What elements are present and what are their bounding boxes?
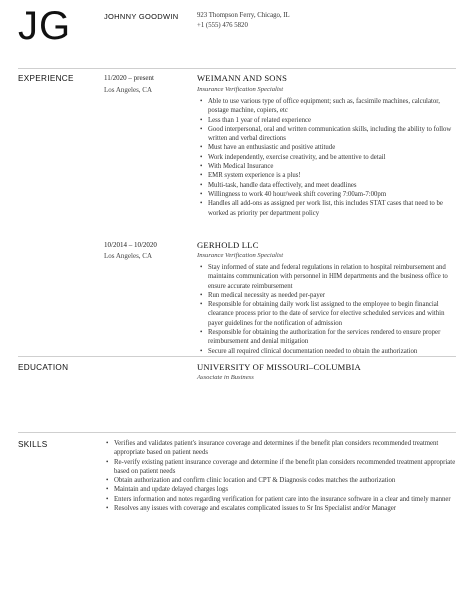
job-location: Los Angeles, CA [104,252,153,260]
bullet-item: • Enters information and notes regarding verification for patient care into the insurance software in a clear and timely manner [104,495,462,504]
bullet-item: • Multi-task, handle data effectively, and meet deadlines [198,181,460,190]
bullet-item: • Must have an enthusiastic and positive attitude [198,143,460,152]
bullet-item: • Able to use various type of office equipment; such as, facsimile machines, calculator, postage machine, copiers, etc [198,97,460,116]
section-title-education: EDUCATION [18,363,69,372]
bullet-item: • Stay informed of state and federal regulations in relation to hospital reimbursement and maintains communication with personnel in HIM departments and the business office to ensure accurate reimbursement [198,263,460,291]
job-dates: 10/2014 – 10/2020 [104,241,157,249]
job-bullets [198,97,460,218]
phone: +1 (555) 476 5820 [197,22,248,29]
bullet-item: • Good interpersonal, oral and written communication skills, including the ability to follow written and verbal directions [198,125,460,144]
job-bullets [198,263,460,356]
candidate-name: JOHNNY GOODWIN [104,12,179,21]
skills-bullets [104,439,462,513]
bullet-item: • Responsible for obtaining the authorization for the services rendered to ensure proper reimbursement and denial mitigation [198,328,460,347]
bullet-item: • Resolves any issues with coverage and escalates complicated issues to Sr Ins Specialist and/or Manager [104,504,462,513]
section-title-experience: EXPERIENCE [18,74,74,83]
degree: Associate in Business [197,374,254,381]
job-role: Insurance Verification Specialist [197,86,284,93]
bullet-item: • Re-verify existing patient insurance coverage and determine if the benefit plan considers recommended treatment appropriate based on patient needs [104,458,462,477]
bullet-item: • Responsible for obtaining daily work list assigned to the employee to begin financial clearance process prior to the date of service for elective scheduled services and within payer guidelines for the notification of admission [198,300,460,328]
bullet-item: • Work independently, exercise creativity, and be attentive to detail [198,153,460,162]
company-name: WEIMANN AND SONS [197,73,288,83]
job-dates: 11/2020 – present [104,74,154,82]
address: 923 Thompson Ferry, Chicago, IL [197,12,290,19]
monogram: JG [18,4,72,48]
bullet-item: • Less than 1 year of related experience [198,116,460,125]
divider [18,68,456,69]
section-title-skills: SKILLS [18,440,48,449]
company-name: GERHOLD LLC [197,240,259,250]
job-role: Insurance Verification Specialist [197,252,284,259]
divider [18,356,456,357]
divider [18,432,456,433]
bullet-item: • Secure all required clinical documentation needed to obtain the authorization [198,347,460,356]
contact-block [197,11,290,31]
bullet-item: • With Medical Insurance [198,162,460,171]
bullet-item: • Handles all add-ons as assigned per work list, this includes STAT cases that need to be worked as priority per department policy [198,199,460,218]
bullet-item: • Maintain and update delayed charges logs [104,485,462,494]
job-location: Los Angeles, CA [104,86,153,94]
bullet-item: • Willingness to work 40 hour/week shift covering 7:00am-7:00pm [198,190,460,199]
bullet-item: • Obtain authorization and confirm clinic location and CPT & Diagnosis codes matches the authorization [104,476,462,485]
bullet-item: • Verifies and validates patient's insurance coverage and determines if the benefit plan considers recommended treatment appropriate based on patient needs [104,439,462,458]
school-name: UNIVERSITY OF MISSOURI–COLUMBIA [197,362,361,372]
bullet-item: • Run medical necessity as needed per-payer [198,291,460,300]
bullet-item: • EMR system experience is a plus! [198,171,460,180]
